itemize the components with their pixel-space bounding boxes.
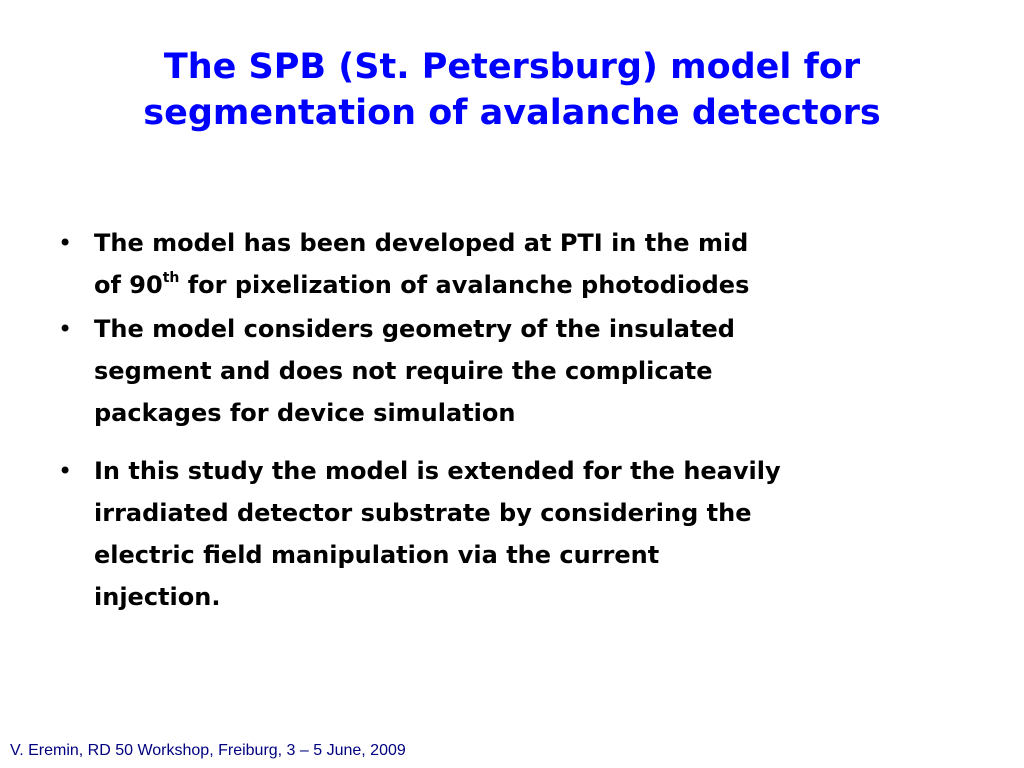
slide-title [40, 44, 984, 136]
bullet-item-geometry [56, 308, 976, 434]
bullet-text-fragment: for pixelization of avalanche photodiodes [179, 271, 750, 299]
bullet-icon: • [58, 315, 73, 343]
slide-footer: V. Eremin, RD 50 Workshop, Freiburg, 3 – 5 June, 2009 [10, 742, 406, 759]
slide-title-line-2: segmentation of avalanche detectors [143, 93, 881, 133]
bullet-text-line: packages for device simulation [94, 399, 516, 427]
bullet-item-extension [56, 450, 976, 618]
bullet-text-line: segment and does not require the complicate [94, 357, 713, 385]
bullet-text-line: injection. [94, 583, 221, 611]
bullet-icon: • [58, 229, 73, 257]
superscript-ordinal: th [162, 270, 180, 286]
slide-title-line-1: The SPB (St. Petersburg) model for [163, 47, 861, 87]
bullet-text-fragment: of 90 [94, 271, 163, 299]
bullet-text-line: In this study the model is extended for the heavily [94, 457, 781, 485]
bullet-icon: • [58, 457, 73, 485]
bullet-text-line: The model has been developed at PTI in the mid [94, 229, 749, 257]
bullet-list [56, 222, 976, 618]
bullet-text-line: electric field manipulation via the current [94, 541, 660, 569]
bullet-text-line [94, 264, 976, 306]
bullet-item-pti-development [56, 222, 976, 306]
bullet-text-line: irradiated detector substrate by considering the [94, 499, 752, 527]
bullet-text-line: The model considers geometry of the insulated [94, 315, 735, 343]
